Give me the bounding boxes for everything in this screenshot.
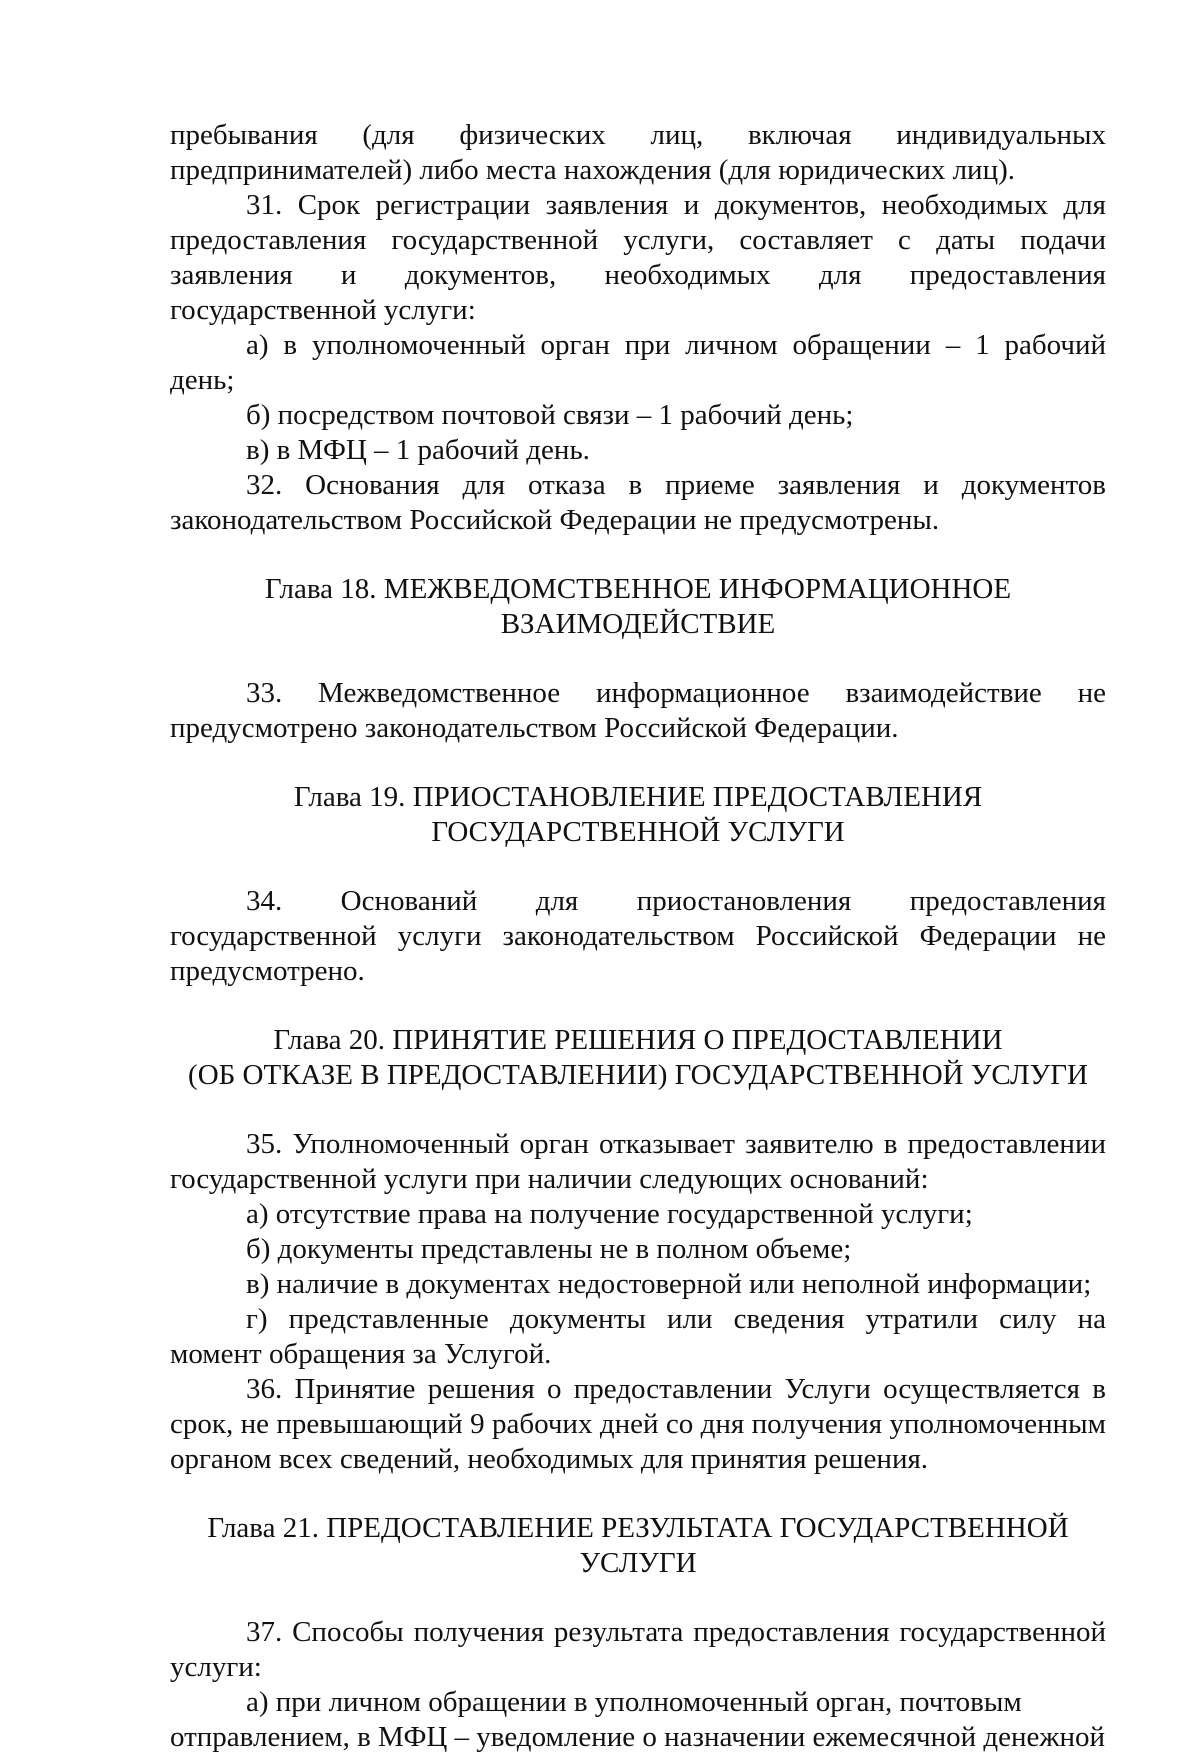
chapter-20-heading (170, 1023, 1106, 1093)
paragraph-36: 36. Принятие решения о предоставлении Услуги осуществляется в срок, не превышающий 9 рабочих дней со дня получения уполномоченным органом всех сведений, необходимых для принятия решения. (170, 1373, 1106, 1475)
chapter-21-heading-line1: Глава 21. ПРЕДОСТАВЛЕНИЕ РЕЗУЛЬТАТА ГОСУДАРСТВЕННОЙ (207, 1512, 1069, 1544)
paragraph-31-item-c: в) в МФЦ – 1 рабочий день. (246, 434, 590, 466)
chapter-20-heading-line1: Глава 20. ПРИНЯТИЕ РЕШЕНИЯ О ПРЕДОСТАВЛЕНИИ (273, 1024, 1003, 1056)
paragraph-continuation-line1: пребывания (для физических лиц, включая индивидуальных (170, 119, 1106, 151)
chapter-20-heading-line2: (ОБ ОТКАЗЕ В ПРЕДОСТАВЛЕНИИ) ГОСУДАРСТВЕННОЙ УСЛУГИ (188, 1059, 1088, 1091)
chapter-21-heading (170, 1511, 1106, 1581)
paragraph-35-item-a: а) отсутствие права на получение государственной услуги; (246, 1198, 973, 1230)
spacer (170, 1093, 1106, 1127)
spacer (170, 1477, 1106, 1511)
spacer (170, 1581, 1106, 1615)
chapter-19-heading-line1: Глава 19. ПРИОСТАНОВЛЕНИЕ ПРЕДОСТАВЛЕНИЯ (293, 781, 983, 813)
paragraph-33: 33. Межведомственное информационное взаимодействие не предусмотрено законодательством Российской Федерации. (170, 677, 1106, 744)
document-body (170, 118, 1106, 1755)
spacer (170, 538, 1106, 572)
chapter-18-heading-line1: Глава 18. МЕЖВЕДОМСТВЕННОЕ ИНФОРМАЦИОННОЕ (264, 573, 1012, 605)
paragraph-34: 34. Оснований для приостановления предоставления государственной услуги законодательством Российской Федерации не предусмотрено. (170, 885, 1106, 987)
spacer (170, 989, 1106, 1023)
chapter-21-heading-line2: УСЛУГИ (579, 1547, 697, 1579)
paragraph-37-item-a-line2: отправлением, в МФЦ – уведомление о назначении ежемесячной денежной (170, 1721, 1105, 1753)
paragraph-35-item-d: г) представленные документы или сведения утратили силу на момент обращения за Услугой. (170, 1303, 1106, 1370)
paragraph-35: 35. Уполномоченный орган отказывает заявителю в предоставлении государственной услуги при наличии следующих оснований: (170, 1128, 1106, 1195)
chapter-18-heading (170, 572, 1106, 642)
paragraph-continuation-line2: предпринимателей) либо места нахождения (для юридических лиц). (170, 154, 1016, 186)
paragraph-32: 32. Основания для отказа в приеме заявления и документов законодательством Российской Федерации не предусмотрены. (170, 469, 1106, 536)
spacer (170, 746, 1106, 780)
paragraph-31: 31. Срок регистрации заявления и документов, необходимых для предоставления государственной услуги, составляет с даты подачи заявления и документов, необходимых для предоставления государственной услуги: (170, 189, 1106, 326)
paragraph-35-item-b: б) документы представлены не в полном объеме; (246, 1233, 852, 1265)
chapter-18-heading-line2: ВЗАИМОДЕЙСТВИЕ (500, 608, 776, 640)
paragraph-35-item-c: в) наличие в документах недостоверной или неполной информации; (246, 1268, 1092, 1300)
paragraph-37: 37. Способы получения результата предоставления государственной услуги: (170, 1616, 1106, 1683)
chapter-19-heading-line2: ГОСУДАРСТВЕННОЙ УСЛУГИ (431, 816, 845, 848)
paragraph-31-item-b: б) посредством почтовой связи – 1 рабочий день; (246, 399, 854, 431)
spacer (170, 850, 1106, 884)
chapter-19-heading (170, 780, 1106, 850)
paragraph-31-item-a: а) в уполномоченный орган при личном обращении – 1 рабочий день; (170, 329, 1106, 396)
paragraph-37-item-a-line1: а) при личном обращении в уполномоченный орган, почтовым (246, 1686, 1022, 1718)
spacer (170, 642, 1106, 676)
